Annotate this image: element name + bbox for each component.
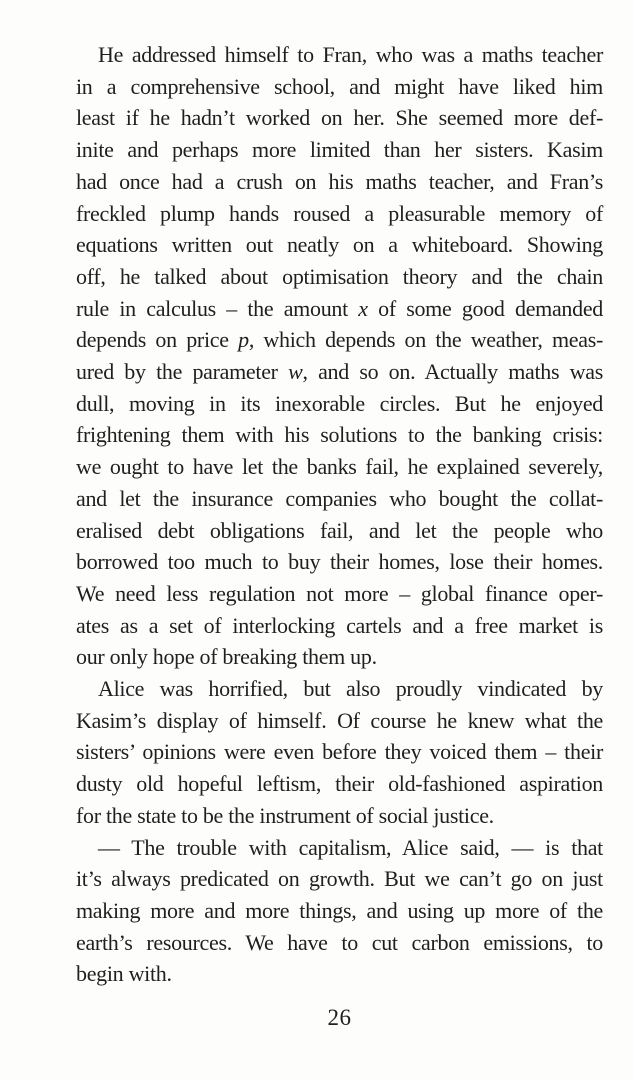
- text-line: Alice was horrified, but also proudly vindicated by: [98, 676, 603, 702]
- text-line: inite and perhaps more limited than her sisters. Kasim: [76, 137, 603, 163]
- text-line: begin with.: [76, 961, 172, 987]
- text-line: and let the insurance companies who bought the collat-: [76, 485, 603, 511]
- text-line: had once had a crush on his maths teacher, and Fran’s: [76, 168, 603, 194]
- text-line: for the state to be the instrument of social justice.: [76, 802, 494, 828]
- text-line: making more and more things, and using up more of the: [76, 897, 603, 923]
- text-line: equations written out neatly on a whiteboard. Showing: [76, 232, 603, 258]
- text-line: We need less regulation not more – global finance oper-: [76, 580, 603, 606]
- text-line: borrowed too much to buy their homes, lose their homes.: [76, 549, 603, 575]
- text-line: least if he hadn’t worked on her. She seemed more def-: [76, 105, 603, 131]
- text-line: frightening them with his solutions to the banking crisis:: [76, 422, 603, 448]
- text-line: our only hope of breaking them up.: [76, 644, 377, 670]
- text-line: dull, moving in its inexorable circles. But he enjoyed: [76, 390, 603, 416]
- text-line: eralised debt obligations fail, and let the people who: [76, 517, 603, 543]
- text-line: ured by the parameter w, and so on. Actually maths was: [76, 359, 603, 385]
- text-line: dusty old hopeful leftism, their old-fashioned aspiration: [76, 771, 603, 797]
- text-line: sisters’ opinions were even before they voiced them – their: [76, 739, 603, 765]
- paragraph: [76, 832, 603, 991]
- text-line: it’s always predicated on growth. But we can’t go on just: [76, 866, 603, 892]
- page-number: 26: [327, 1005, 352, 1030]
- page-text: [76, 39, 603, 990]
- text-line: He addressed himself to Fran, who was a maths teacher: [98, 42, 603, 67]
- text-line: Kasim’s display of himself. Of course he knew what the: [76, 707, 603, 733]
- text-line: — The trouble with capitalism, Alice said, — is that: [98, 834, 603, 860]
- text-line: depends on price p, which depends on the weather, meas-: [76, 327, 603, 353]
- text-line: earth’s resources. We have to cut carbon emissions, to: [76, 929, 603, 955]
- text-line: in a comprehensive school, and might have liked him: [76, 73, 603, 99]
- paragraph: [76, 673, 603, 832]
- text-line: off, he talked about optimisation theory and the chain: [76, 263, 603, 289]
- text-line: we ought to have let the banks fail, he explained severely,: [76, 454, 603, 480]
- text-line: rule in calculus – the amount x of some good demanded: [76, 295, 603, 321]
- text-line: ates as a set of interlocking cartels and a free market is: [76, 612, 603, 638]
- paragraph: [76, 39, 603, 673]
- text-line: freckled plump hands roused a pleasurable memory of: [76, 200, 603, 226]
